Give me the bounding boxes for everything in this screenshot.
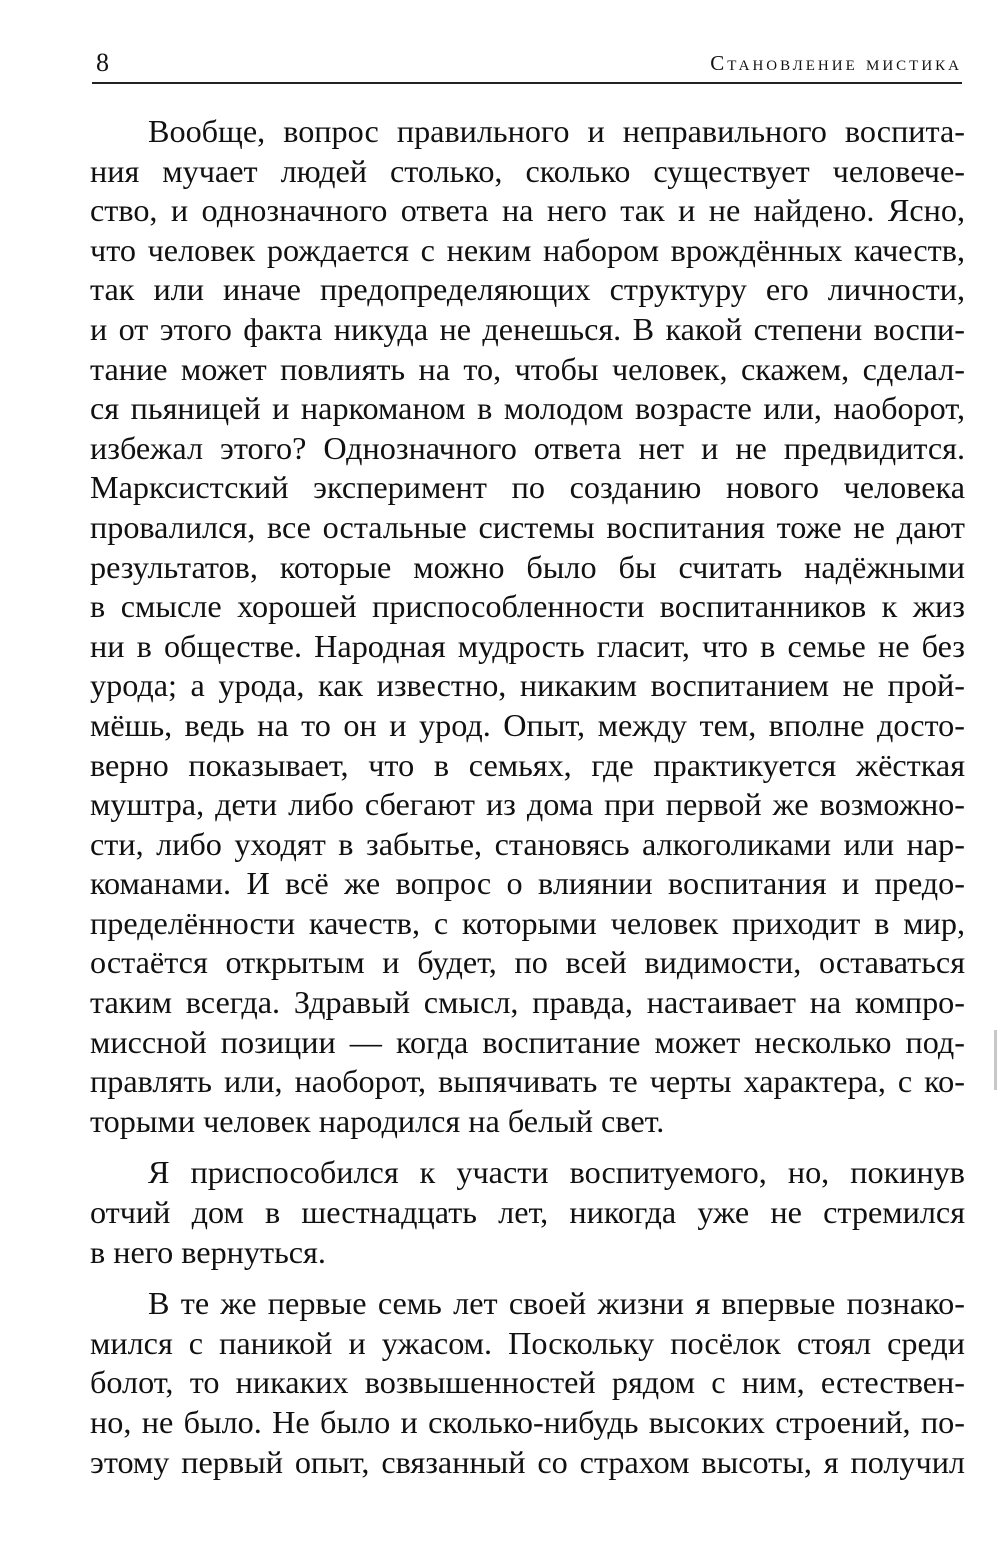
- text-line: остаётся открытым и будет, по всей видимости, оставаться: [90, 944, 965, 981]
- running-head: Становление мистика: [710, 51, 962, 75]
- text-line: пределённости качеств, с которыми человек приходит в мир,: [90, 904, 965, 941]
- page-body: [90, 112, 965, 1494]
- text-line: мёшь, ведь на то он и урод. Опыт, между тем, вполне досто-: [90, 706, 965, 743]
- page-number: 8: [96, 48, 109, 77]
- text-line: но, не было. Не было и сколько-нибудь высоких строений, по-: [90, 1404, 965, 1440]
- text-line: избежал этого? Однозначного ответа нет и не предвидится.: [90, 429, 965, 466]
- text-line: сти, либо уходят в забытье, становясь алкоголиками или нар-: [90, 825, 965, 862]
- paragraph: [90, 1153, 965, 1272]
- text-line: таким всегда. Здравый смысл, правда, настаивает на компро-: [90, 984, 965, 1021]
- text-line: ство, и однозначного ответа на него так и не найдено. Ясно,: [90, 192, 965, 229]
- paragraph: [90, 1284, 965, 1482]
- text-line: в смысле хорошей приспособленности воспитанников к жиз: [90, 588, 965, 625]
- text-line: мился с паникой и ужасом. Поскольку посёлок стоял среди: [90, 1324, 965, 1361]
- text-line: отчий дом в шестнадцать лет, никогда уже не стремился: [90, 1194, 965, 1231]
- paragraph: [90, 112, 965, 1141]
- text-line: и от этого факта никуда не денешься. В какой степени воспи-: [90, 310, 965, 347]
- text-line: что человек рождается с неким набором врождённых качеств,: [90, 231, 965, 268]
- text-line: в него вернуться.: [90, 1233, 326, 1270]
- page-header: [92, 44, 962, 84]
- text-line: болот, то никаких возвышенностей рядом с ним, естествен-: [90, 1364, 965, 1401]
- text-line: этому первый опыт, связанный со страхом высоты, я получил: [90, 1443, 965, 1480]
- text-line: В те же первые семь лет своей жизни я впервые познако-: [148, 1285, 965, 1322]
- text-line: результатов, которые можно было бы считать надёжными: [90, 548, 965, 585]
- text-line: муштра, дети либо сбегают из дома при первой же возможно-: [90, 786, 965, 823]
- text-line: ни в обществе. Народная мудрость гласит, что в семье не без: [90, 627, 965, 664]
- text-line: Марксистский эксперимент по созданию нового человека: [90, 469, 965, 506]
- text-line: верно показывает, что в семьях, где практикуется жёсткая: [90, 746, 965, 783]
- text-line: ся пьяницей и наркоманом в молодом возрасте или, наоборот,: [90, 390, 965, 427]
- text-line: так или иначе предопределяющих структуру его личности,: [90, 271, 965, 308]
- text-line: миссной позиции — когда воспитание может несколько под-: [90, 1023, 965, 1060]
- text-line: правлять или, наоборот, выпячивать те черты характера, с ко-: [90, 1063, 965, 1100]
- text-line: Вообще, вопрос правильного и неправильного воспита-: [148, 113, 965, 149]
- text-line: команами. И всё же вопрос о влиянии воспитания и предо-: [90, 865, 965, 902]
- text-line: торыми человек народился на белый свет.: [90, 1102, 665, 1139]
- text-line: тание может повлиять на то, чтобы человек, скажем, сделал-: [90, 350, 965, 387]
- text-line: ния мучает людей столько, сколько существует человече-: [90, 152, 965, 189]
- text-line: провалился, все остальные системы воспитания тоже не дают: [90, 508, 965, 545]
- text-line: урода; а урода, как известно, никаким воспитанием не прой-: [90, 667, 965, 704]
- text-line: Я приспособился к участи воспитуемого, но, покинув: [148, 1154, 965, 1191]
- page-edge-mark: [994, 1030, 997, 1090]
